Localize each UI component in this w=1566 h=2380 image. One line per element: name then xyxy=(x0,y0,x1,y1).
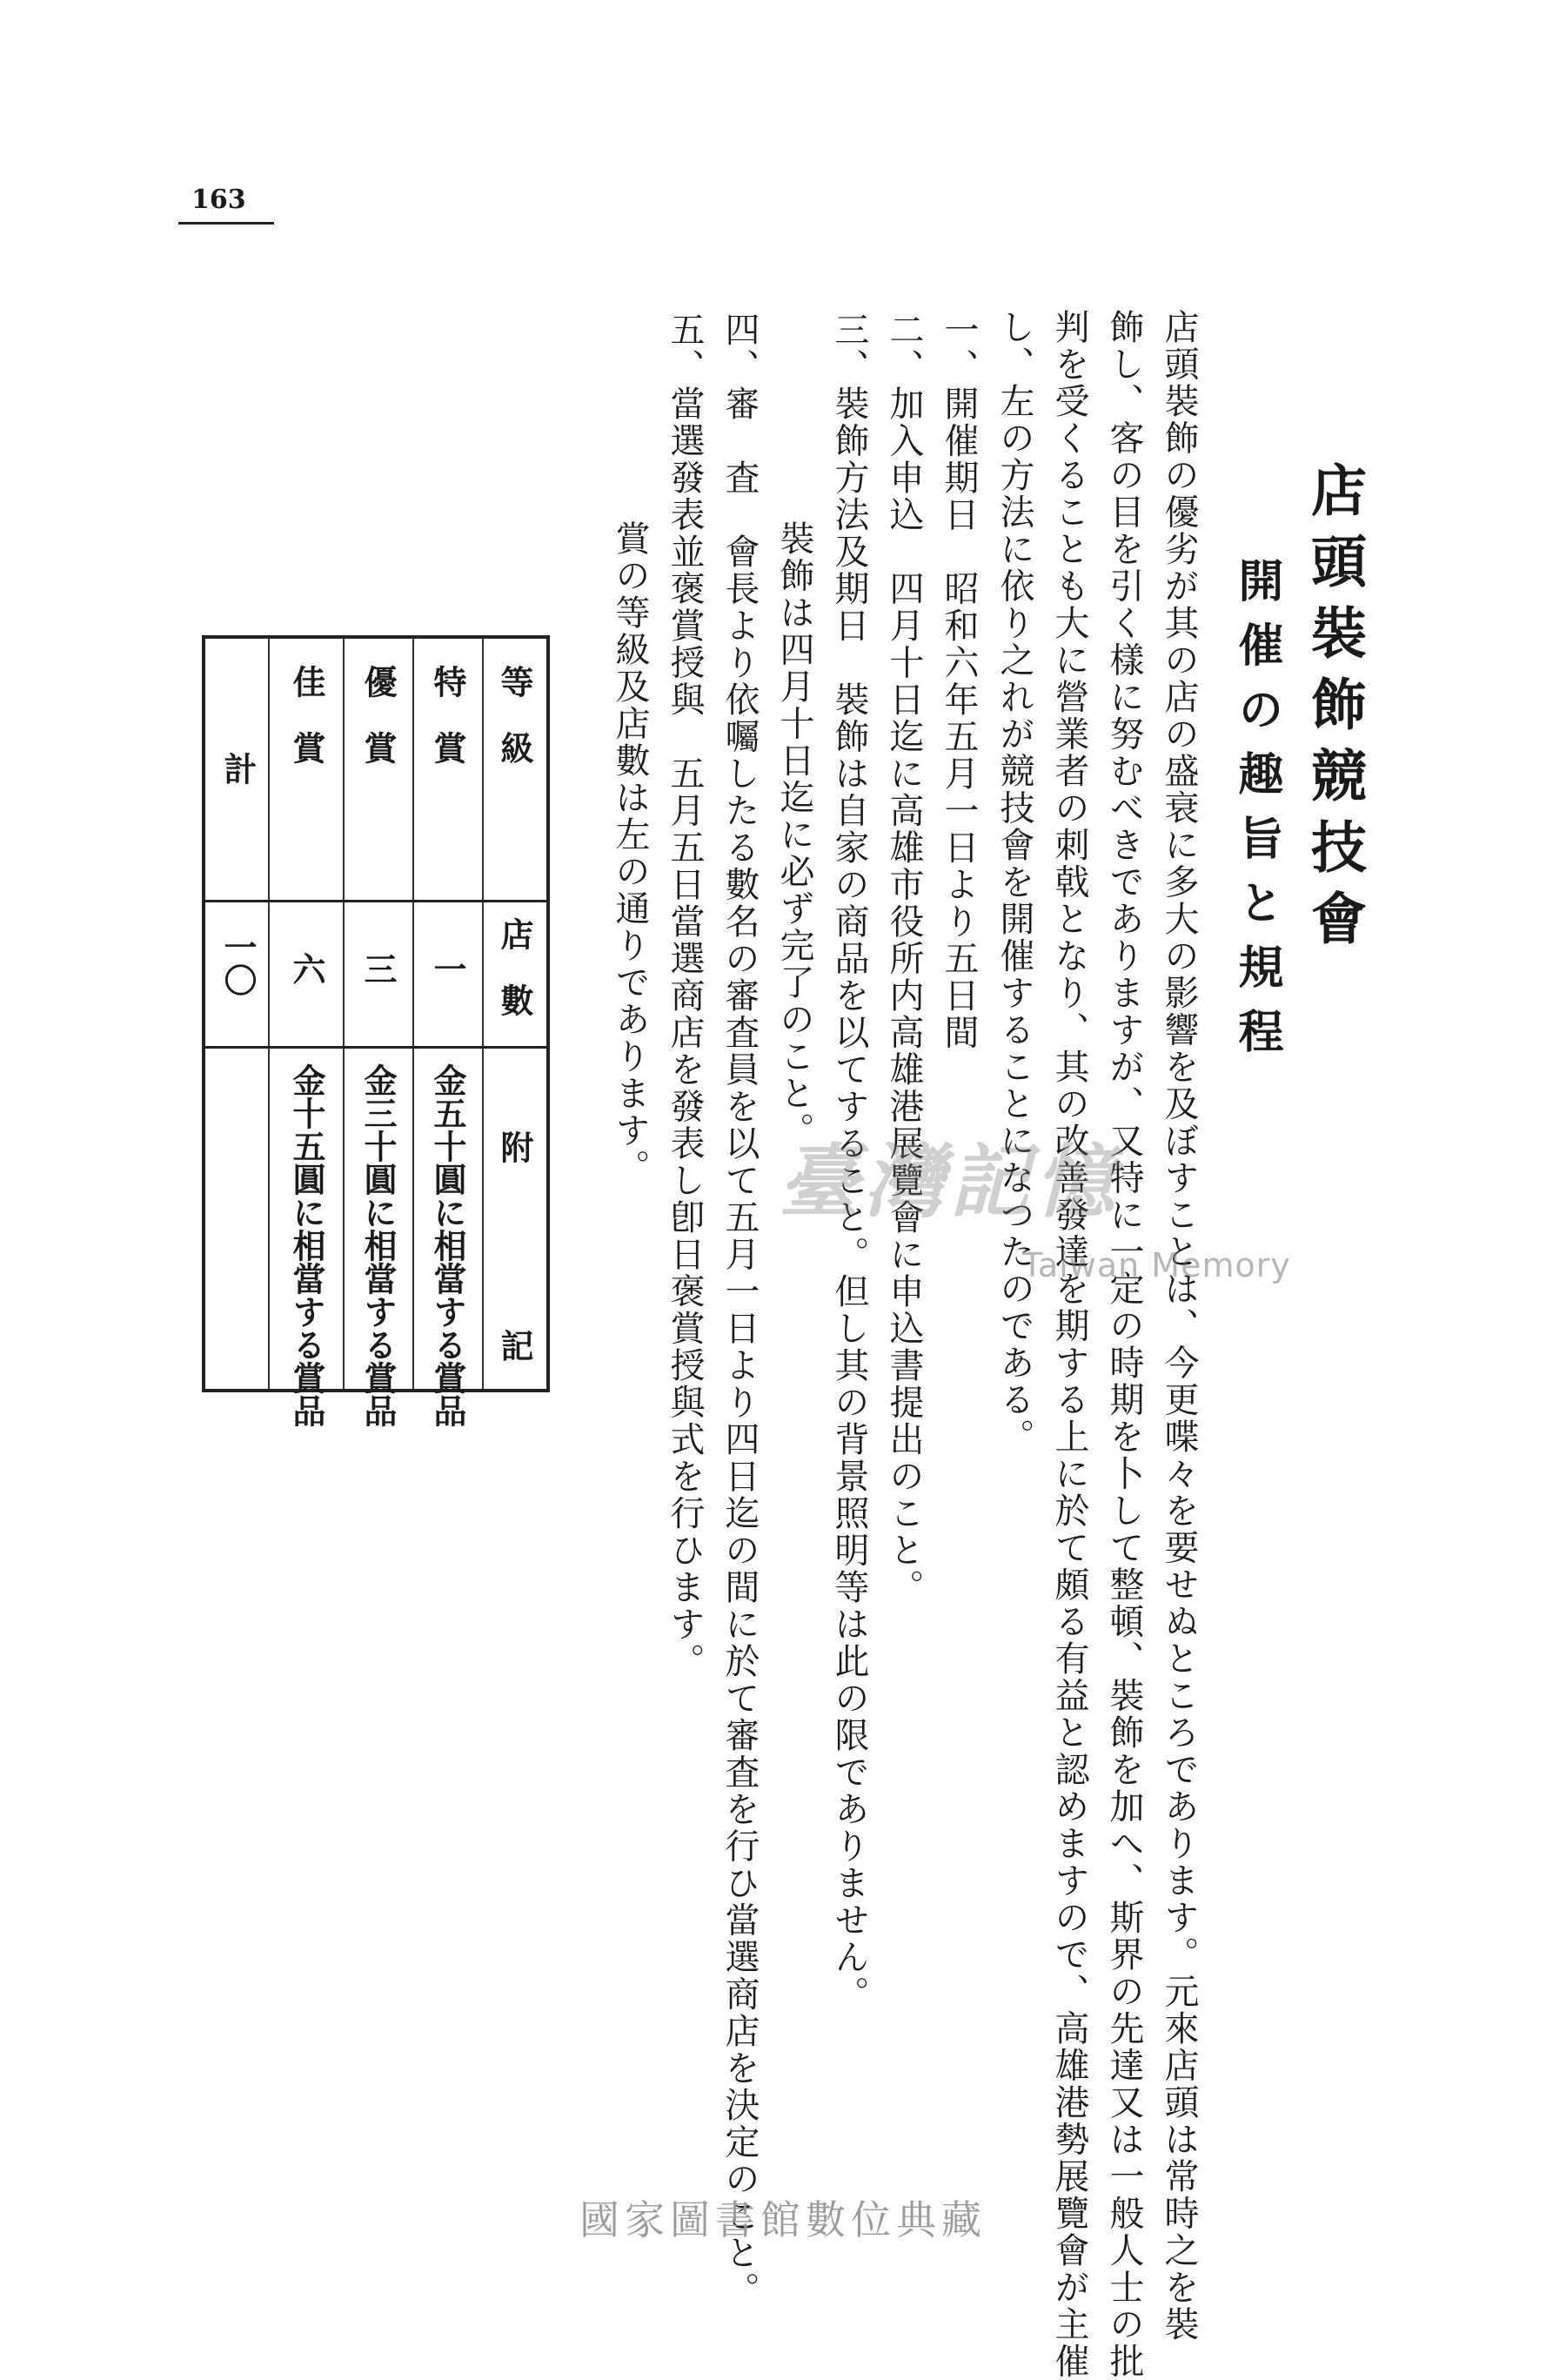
header-note: 附 記 xyxy=(495,1130,534,1362)
total-count: 一〇 xyxy=(218,930,258,996)
rule-item: 二、加入申込 四月十日迄に高雄市役所内高雄港展覽會に申込書提出のこと。 xyxy=(884,312,924,1606)
page-number-rule xyxy=(178,222,274,225)
row-note: 金三十圓に相當する賞品 xyxy=(358,1063,398,1427)
row-grade: 優 賞 xyxy=(358,665,398,764)
intro-column: し、左の方法に依り之れが競技會を開催することになつたのである。 xyxy=(994,309,1034,1456)
rule-item: 賞の等級及店數は左の通りであります。 xyxy=(610,520,650,1186)
rule-item: 四、審 査 會長より依囑したる數名の審査員を以て五月一日より四日迄の間に於て審査を行ひ當選商店を決定のこと。 xyxy=(719,312,760,2309)
rule-item: 裝飾は四月十日迄に必ず完了のこと。 xyxy=(774,520,814,1150)
header-grade: 等 級 xyxy=(495,665,534,764)
watermark-subtitle: Taiwan Memory xyxy=(1022,1246,1291,1284)
row-count: 六 xyxy=(287,952,326,985)
header-count: 店 數 xyxy=(495,917,534,1016)
rule-item: 三、裝飾方法及期日 裝飾は自家の商品を以てすること。但し其の背景照明等は此の限でありません。 xyxy=(829,312,869,2013)
intro-column: 判を受くることも大に營業者の刺戟となり、其の改善發達を期する上に於て頗る有益と認めますので、高雄港勢展覽會が主催 xyxy=(1049,309,1089,2380)
total-label: 計 xyxy=(218,752,258,785)
row-count: 三 xyxy=(358,952,398,985)
intro-column: 店頭裝飾の優劣が其の店の盛衰に多大の影響を及ぼすことは、今更喋々を要せぬところであります。元來店頭は常時之を裝 xyxy=(1159,309,1199,2343)
watermark-logo: 臺灣記憶 xyxy=(779,1136,1121,1229)
row-grade: 特 賞 xyxy=(428,665,467,764)
page-title: 店頭裝飾競技會 xyxy=(1302,461,1367,961)
intro-column: 飾し、客の目を引く樣に努むべきでありますが、又特に一定の時期を卜して整頓、裝飾を加へ、斯界の先達又は一般人士の批 xyxy=(1104,309,1144,2380)
rule-item: 一、開催期日 昭和六年五月一日より五日間 xyxy=(939,312,979,1051)
page-subtitle: 開催の趣旨と規程 xyxy=(1230,557,1283,1072)
award-table xyxy=(202,635,550,1427)
page-number: 163 xyxy=(191,184,246,215)
row-note: 金十五圓に相當する賞品 xyxy=(287,1063,326,1427)
row-grade: 佳 賞 xyxy=(287,665,326,764)
footer-credit: 國家圖書館數位典藏 xyxy=(579,2196,987,2243)
row-count: 一 xyxy=(428,952,467,985)
row-note: 金五十圓に相當する賞品 xyxy=(428,1063,467,1427)
rule-item: 五、當選發表並褒賞授與 五月五日當選商店を發表し卽日褒賞授與式を行ひます。 xyxy=(665,312,705,1680)
